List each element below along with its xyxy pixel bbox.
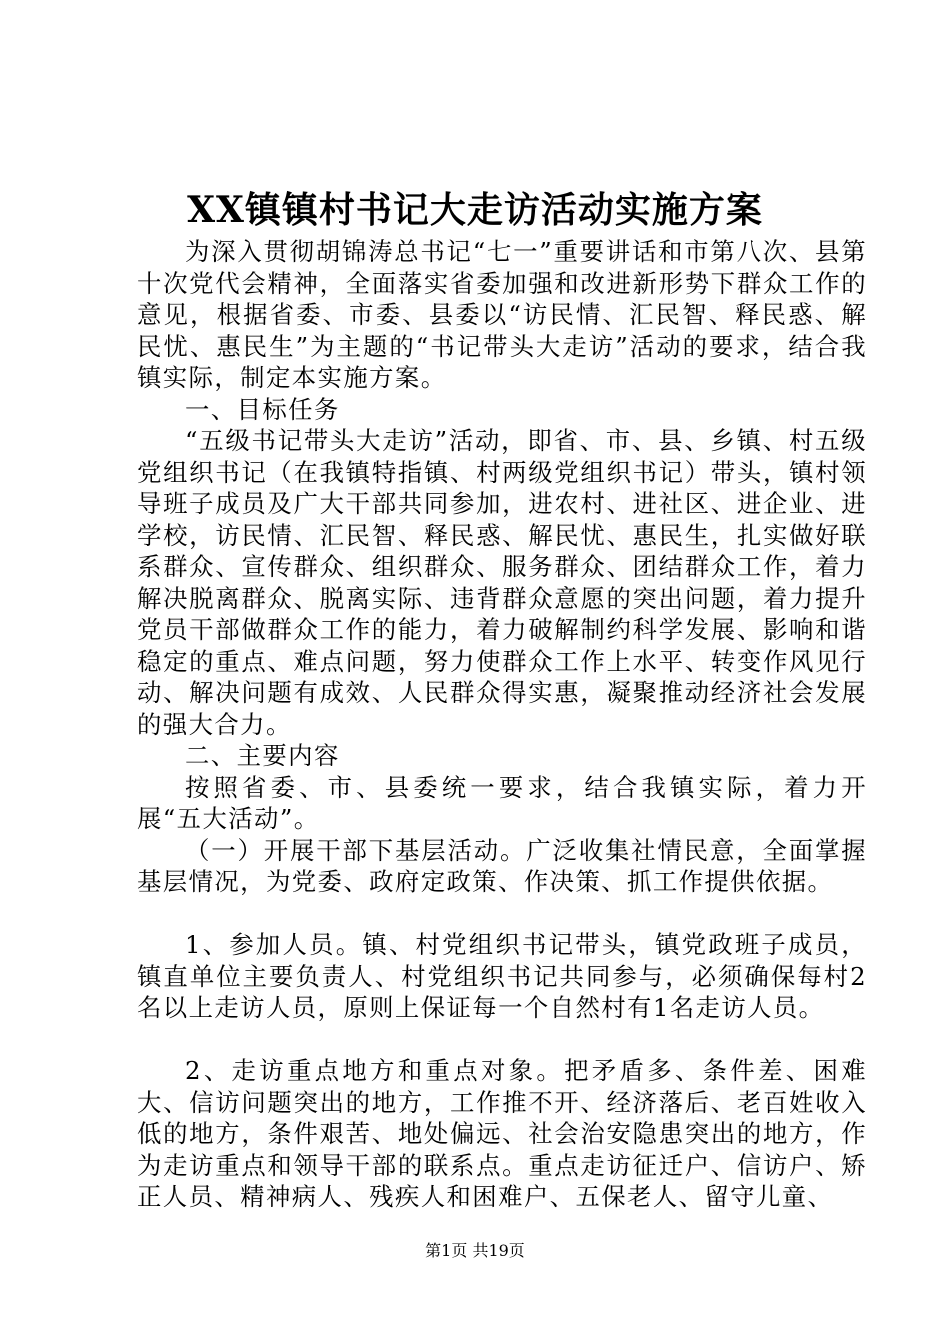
paragraph-content-intro: 按照省委、市、县委统一要求，结合我镇实际，着力开展“五大活动”。 [137, 772, 867, 833]
paragraph-key-visits: 2、走访重点地方和重点对象。把矛盾多、条件差、困难大、信访问题突出的地方，工作推不开、经济落后、老百姓收入低的地方，条件艰苦、地处偏远、社会治安隐患突出的地方，作为走访重点和领导干部的联系点。重点走访征迁户、信访户、矫正人员、精神病人、残疾人和困难户、五保老人、留守儿童、 [137, 1056, 867, 1211]
document-title: XX镇镇村书记大走访活动实施方案 [187, 189, 763, 231]
paragraph-activity-1: （一）开展干部下基层活动。广泛收集社情民意，全面掌握基层情况，为党委、政府定政策、作决策、抓工作提供依据。 [137, 835, 867, 896]
section-heading-goals: 一、目标任务 [185, 394, 340, 424]
section-heading-content: 二、主要内容 [185, 741, 340, 770]
paragraph-participants: 1、参加人员。镇、村党组织书记带头，镇党政班子成员，镇直单位主要负责人、村党组织书记共同参与，必须确保每村2名以上走访人员，原则上保证每一个自然村有1名走访人员。 [137, 930, 867, 1022]
paragraph-intro: 为深入贯彻胡锦涛总书记“七一”重要讲话和市第八次、县第十次党代会精神，全面落实省委加强和改进新形势下群众工作的意见，根据省委、市委、县委以“访民情、汇民智、释民惑、解民忧、惠民生”为主题的“书记带头大走访”活动的要求，结合我镇实际，制定本实施方案。 [137, 237, 867, 392]
paragraph-goals: “五级书记带头大走访”活动，即省、市、县、乡镇、村五级党组织书记（在我镇特指镇、村两级党组织书记）带头，镇村领导班子成员及广大干部共同参加，进农村、进社区、进企业、进学校，访民情、汇民智、释民惑、解民忧、惠民生，扎实做好联系群众、宣传群众、组织群众、服务群众、团结群众工作，着力解决脱离群众、脱离实际、违背群众意愿的突出问题，着力提升党员干部做群众工作的能力，着力破解制约科学发展、影响和谐稳定的重点、难点问题，努力使群众工作上水平、转变作风见行动、解决问题有成效、人民群众得实惠，凝聚推动经济社会发展的强大合力。 [137, 426, 867, 739]
page-number-footer: 第1页 共19页 [425, 1241, 525, 1260]
document-body [137, 236, 867, 1213]
